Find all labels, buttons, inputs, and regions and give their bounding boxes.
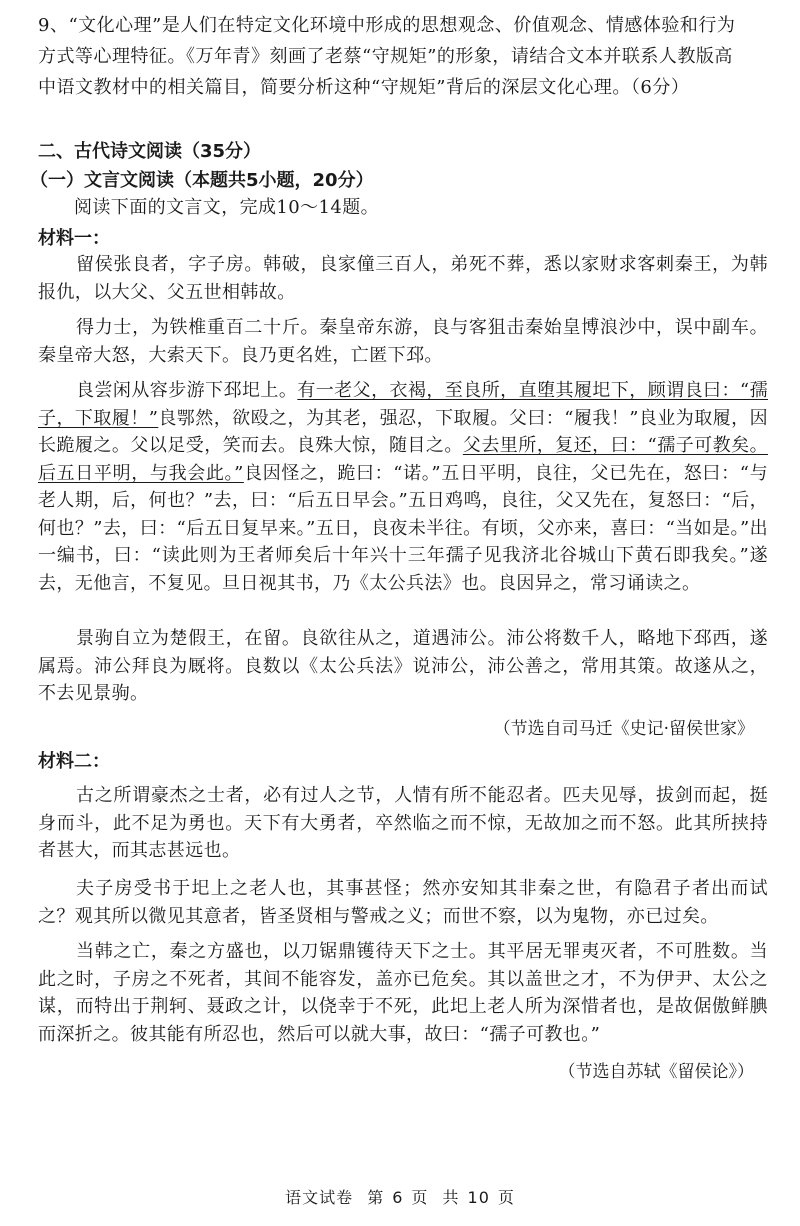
paragraph-3-text-c: 良鄂然，欲殴之，为其老，强忍，下取履。父曰：“履我！”良业为取履，因长跪履之。父以足受，笑而去。良殊大惊，随目之。 [38,407,768,456]
material-1-source: （节选自司马迁《史记·留侯世家》 [493,719,754,739]
section-subheading: （一）文言文阅读（本题共5小题，20分） [30,170,374,191]
material-1-label: 材料一： [38,228,110,249]
paragraph-3-text-e: 良因怪之，跪曰：“诺。”五日平明，良往，父已先在，怒曰：“与老人期，后，何也？”去，曰：“后五日早会。”五日鸡鸣，良往，父又先在，复怒曰：“后，何也？”去，曰：“后五日复早来。”五日，良夜未半往。有顷，父亦来，喜曰：“当如是。”出一编书，曰：“读此则为王者师矣后十年兴十三年孺子见我济北谷城山下黄石即我矣。”遂去，无他言，不复见。旦日视其书，乃《太公兵法》也。良因异之，常习诵读之。 [38,462,768,594]
material-1-paragraph-3 [38,377,768,597]
footer-total-unit: 页 [497,1188,515,1207]
question-9-line-1: 9、“文化心理”是人们在特定文化环境中形成的思想观念、价值观念、情感体验和行为 [38,15,736,36]
footer-page-prefix: 第 [367,1188,385,1207]
material-2-paragraph-1: 古之所谓豪杰之士者，必有过人之节，人情有所不能忍者。匹夫见辱，拔剑而起，挺身而斗，此不足为勇也。天下有大勇者，卒然临之而不惊，无故加之而不怒。此其所挟持者甚大，而其志甚远也。 [38,785,768,861]
material-1-paragraph-2: 得力士，为铁椎重百二十斤。秦皇帝东游，良与客狙击秦始皇博浪沙中，误中副车。秦皇帝大怒，大索天下。良乃更名姓，亡匿下邳。 [38,317,768,366]
question-9-line-2: 方式等心理特征。《万年青》刻画了老蔡“守规矩”的形象，请结合文本并联系人教版高 [38,46,733,67]
material-2-label: 材料二： [38,751,110,772]
material-2-paragraph-2: 夫子房受书于圯上之老人也，其事甚怪；然亦安知其非秦之世，有隐君子者出而试之？观其所以微见其意者，皆圣贤相与警戒之义；而世不察，以为鬼物，亦已过矣。 [38,878,768,927]
footer-page-unit: 页 [411,1188,429,1207]
footer-total-prefix: 共 [442,1188,460,1207]
underlined-sentence-2: 父去里所，复还，曰：“孺子可教矣。后五日平明，与我会此。” [38,435,768,484]
material-2-paragraph-3: 当韩之亡，秦之方盛也，以刀锯鼎镬待天下之士。其平居无罪夷灭者，不可胜数。当此之时，子房之不死者，其间不能容发，盖亦已危矣。其以盖世之才，不为伊尹、太公之谋，而特出于荆轲、聂政之计，以侥幸于不死，此圯上老人所为深惜者也，是故倨傲鲜腆而深折之。彼其能有所忍也，然后可以就大事，故曰：“孺子可教也。” [38,941,768,1045]
material-1-paragraph-4: 景驹自立为楚假王，在留。良欲往从之，道遇沛公。沛公将数千人，略地下邳西，遂属焉。沛公拜良为厩将。良数以《太公兵法》说沛公，沛公善之，常用其策。故遂从之，不去见景驹。 [38,628,768,704]
footer-total-pages: 10 [467,1188,490,1207]
material-2-source: （节选自苏轼《留侯论》） [558,1062,754,1082]
footer-page-number: 6 [392,1188,404,1207]
underlined-sentence-1: 有一老父，衣褐，至良所，直堕其履圯下，顾谓良曰：“孺子，下取履！” [38,380,768,429]
page-footer [0,1185,800,1208]
paragraph-3-text-a: 良尝闲从容步游下邳圯上。 [76,380,298,401]
reading-instruction: 阅读下面的文言文，完成10～14题。 [74,197,380,218]
question-9-line-3: 中语文教材中的相关篇目，简要分析这种“守规矩”背后的深层文化心理。（6分） [38,77,690,98]
section-heading: 二、古代诗文阅读（35分） [38,141,262,162]
footer-subject: 语文试卷 [285,1188,354,1207]
material-1-paragraph-1: 留侯张良者，字子房。韩破，良家僮三百人，弟死不葬，悉以家财求客刺秦王，为韩报仇，以大父、父五世相韩故。 [38,254,768,303]
